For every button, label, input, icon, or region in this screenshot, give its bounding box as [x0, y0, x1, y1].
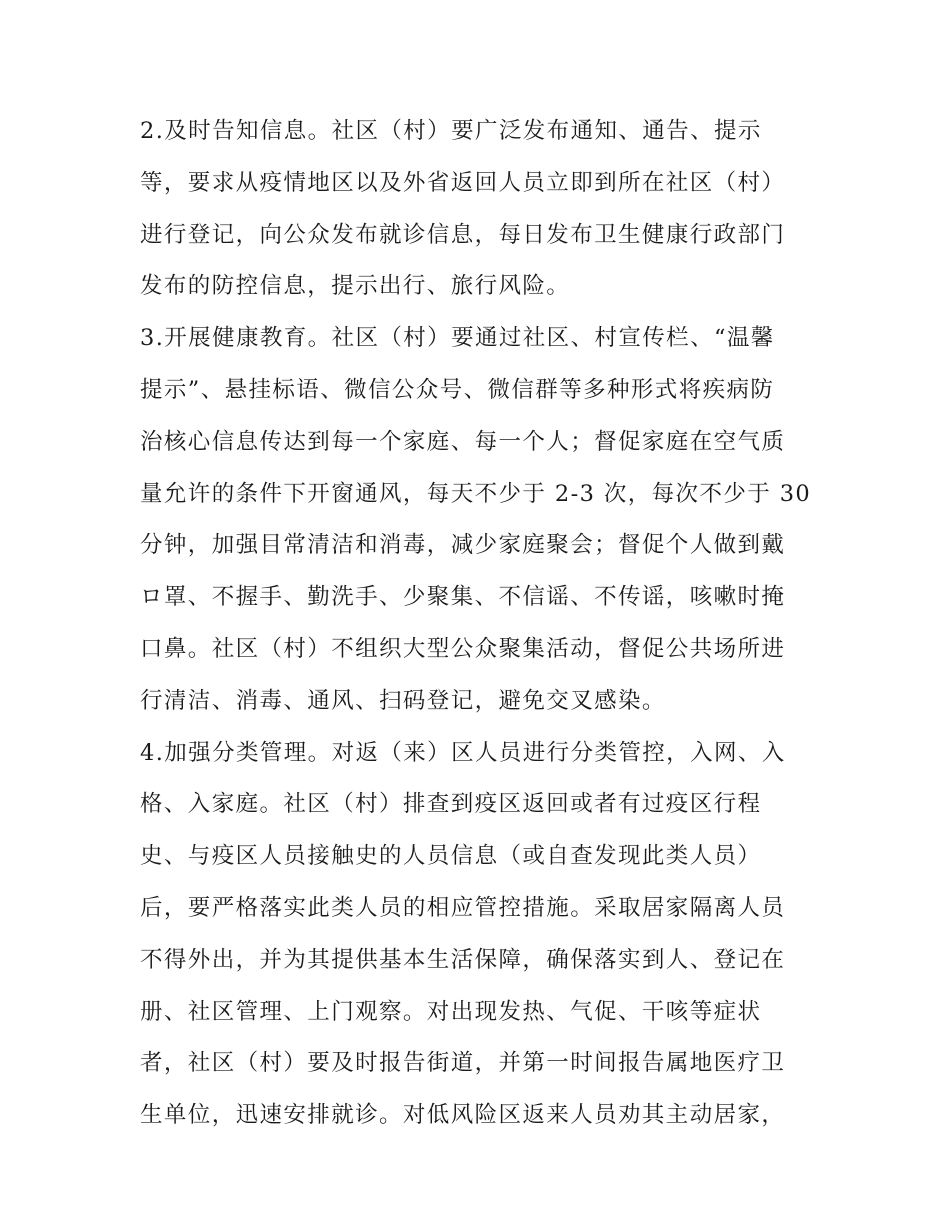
- paragraph-2-timely-notification: [140, 106, 820, 313]
- text-line: 生单位，迅速安排就诊。对低风险区返来人员劝其主动居家，: [140, 1102, 786, 1129]
- text-line: 提示”、悬挂标语、微信公众号、微信群等多种形式将疾病防: [140, 376, 775, 403]
- text-line: 册、社区管理、上门观察。对出现发热、气促、干咳等症状: [140, 998, 762, 1025]
- text-line: 4.加强分类管理。对返（来）区人员进行分类管控，入网、入: [140, 739, 786, 766]
- text-line: 格、入家庭。社区（村）排查到疫区返回或者有过疫区行程: [140, 791, 762, 818]
- text-line: 行清洁、消毒、通风、扫码登记，避免交叉感染。: [140, 687, 666, 714]
- text-line: 后，要严格落实此类人员的相应管控措施。采取居家隔离人员: [140, 894, 786, 921]
- text-line: 3.开展健康教育。社区（村）要通过社区、村宣传栏、“温馨: [140, 325, 775, 352]
- text-line: 2.及时告知信息。社区（村）要广泛发布通知、通告、提示: [140, 118, 762, 144]
- text-line: 进行登记，向公众发布就诊信息，每日发布卫生健康行政部门: [140, 221, 786, 248]
- text-line: ロ罩、不握手、勤洗手、少聚集、不信谣、不传谣，咳嗽时掩: [140, 584, 786, 611]
- paragraph-3-health-education: [140, 313, 820, 727]
- text-line: 治核心信息传达到每一个家庭、每一个人；督促家庭在空气质: [140, 428, 786, 455]
- text-line: 史、与疫区人员接触史的人员信息（或自查发现此类人员）: [140, 843, 762, 870]
- text-line: 量允许的条件下开窗通风，每天不少于 2-3 次，每次不少于 30: [140, 480, 812, 507]
- text-line: 不得外出，并为其提供基本生活保障，确保落实到人、登记在: [140, 946, 786, 973]
- text-line: 发布的防控信息，提示出行、旅行风险。: [140, 273, 571, 300]
- text-line: 等，要求从疫情地区以及外省返回人员立即到所在社区（村）: [140, 169, 786, 196]
- text-line: 者，社区（村）要及时报告街道，并第一时间报告属地医疗卫: [140, 1050, 786, 1077]
- document-body: [140, 106, 820, 1142]
- text-line: 口鼻。社区（村）不组织大型公众聚集活动，督促公共场所进: [140, 635, 786, 662]
- paragraph-4-classified-management: [140, 728, 820, 1142]
- text-line: 分钟，加强目常清洁和消毒，减少家庭聚会；督促个人做到戴: [140, 532, 786, 559]
